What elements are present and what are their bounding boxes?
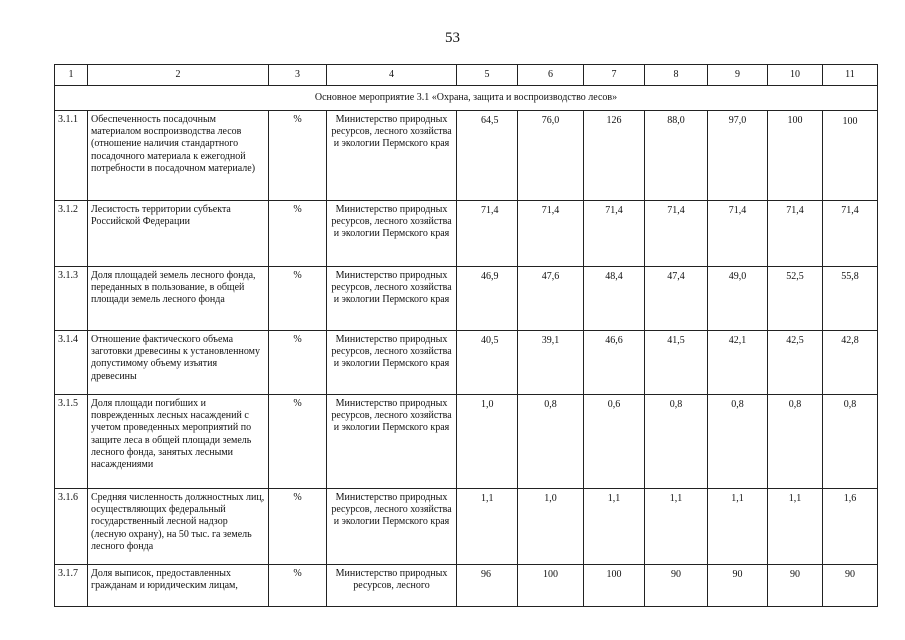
column-header: 5	[457, 65, 518, 86]
responsible-organization: Министерство природных ресурсов, лесного	[327, 565, 457, 607]
indicator-value: 0,8	[823, 395, 878, 489]
indicator-value: 41,5	[645, 331, 708, 395]
indicator-unit: %	[269, 395, 327, 489]
indicator-value: 42,5	[768, 331, 823, 395]
indicator-name: Доля выписок, предоставленных гражданам и юридическим лицам,	[88, 565, 269, 607]
indicator-name: Средняя численность должностных лиц, осуществляющих федеральный государственный лесной надзор (лесную охрану), на 50 тыс. га земель лесного фонда	[88, 489, 269, 565]
indicator-value: 71,4	[768, 201, 823, 267]
indicator-unit: %	[269, 111, 327, 201]
indicator-value: 0,8	[708, 395, 768, 489]
responsible-organization: Министерство природных ресурсов, лесного хозяйства и экологии Пермского края	[327, 395, 457, 489]
indicator-name: Доля площади погибших и поврежденных лесных насаждений с учетом проведенных мероприятий по защите леса в общей площади земель лесного фонда, занятых лесными насаждениями	[88, 395, 269, 489]
indicator-value: 0,8	[645, 395, 708, 489]
indicator-value: 55,8	[823, 267, 878, 331]
section-title: Основное мероприятие 3.1 «Охрана, защита и воспроизводство лесов»	[55, 86, 878, 111]
indicator-value: 96	[457, 565, 518, 607]
indicator-value: 76,0	[518, 111, 584, 201]
column-header: 3	[269, 65, 327, 86]
indicator-value: 46,9	[457, 267, 518, 331]
indicator-name: Доля площадей земель лесного фонда, переданных в пользование, в общей площади земель лесного фонда	[88, 267, 269, 331]
responsible-organization: Министерство природных ресурсов, лесного хозяйства и экологии Пермского края	[327, 111, 457, 201]
indicator-unit: %	[269, 267, 327, 331]
indicator-value: 71,4	[708, 201, 768, 267]
indicator-value: 71,4	[457, 201, 518, 267]
indicator-number: 3.1.1	[55, 111, 88, 201]
indicators-table	[54, 64, 878, 607]
indicator-value: 42,8	[823, 331, 878, 395]
column-header: 9	[708, 65, 768, 86]
table-row	[55, 565, 878, 607]
indicator-value: 71,4	[645, 201, 708, 267]
column-header: 10	[768, 65, 823, 86]
responsible-organization: Министерство природных ресурсов, лесного хозяйства и экологии Пермского края	[327, 267, 457, 331]
indicator-value: 97,0	[708, 111, 768, 201]
column-header: 1	[55, 65, 88, 86]
indicator-value: 100	[768, 111, 823, 201]
indicator-value: 0,8	[768, 395, 823, 489]
table-row	[55, 331, 878, 395]
column-header: 8	[645, 65, 708, 86]
indicator-value: 1,0	[518, 489, 584, 565]
indicator-unit: %	[269, 331, 327, 395]
indicator-number: 3.1.2	[55, 201, 88, 267]
table-row	[55, 201, 878, 267]
table-row	[55, 395, 878, 489]
indicator-value: 0,8	[518, 395, 584, 489]
indicator-unit: %	[269, 565, 327, 607]
table-row	[55, 111, 878, 201]
indicator-value: 90	[645, 565, 708, 607]
indicator-value: 1,1	[708, 489, 768, 565]
indicator-number: 3.1.7	[55, 565, 88, 607]
indicator-value: 1,1	[457, 489, 518, 565]
indicator-value: 71,4	[584, 201, 645, 267]
indicator-value: 47,6	[518, 267, 584, 331]
indicator-value: 100	[823, 111, 878, 201]
indicator-value: 1,0	[457, 395, 518, 489]
indicator-name: Отношение фактического объема заготовки древесины к установленному допустимому объему изъятия древесины	[88, 331, 269, 395]
indicator-value: 42,1	[708, 331, 768, 395]
indicator-value: 90	[823, 565, 878, 607]
indicator-number: 3.1.4	[55, 331, 88, 395]
indicator-value: 100	[518, 565, 584, 607]
indicator-value: 39,1	[518, 331, 584, 395]
indicator-value: 90	[708, 565, 768, 607]
indicator-value: 126	[584, 111, 645, 201]
indicator-value: 0,6	[584, 395, 645, 489]
indicator-value: 90	[768, 565, 823, 607]
indicator-value: 88,0	[645, 111, 708, 201]
indicator-name: Обеспеченность посадочным материалом воспроизводства лесов (отношение наличия стандартного посадочного материала к ежегодной потребности в посадочном материале)	[88, 111, 269, 201]
column-header: 4	[327, 65, 457, 86]
indicator-name: Лесистость территории субъекта Российской Федерации	[88, 201, 269, 267]
column-number-header-row	[55, 65, 878, 86]
indicator-value: 1,1	[584, 489, 645, 565]
page-number: 53	[445, 30, 460, 46]
table-row	[55, 267, 878, 331]
table-row	[55, 489, 878, 565]
indicator-number: 3.1.3	[55, 267, 88, 331]
column-header: 2	[88, 65, 269, 86]
indicator-value: 1,1	[645, 489, 708, 565]
indicator-value: 1,6	[823, 489, 878, 565]
indicator-value: 48,4	[584, 267, 645, 331]
column-header: 6	[518, 65, 584, 86]
indicator-value: 40,5	[457, 331, 518, 395]
column-header: 7	[584, 65, 645, 86]
indicator-value: 100	[584, 565, 645, 607]
indicator-number: 3.1.6	[55, 489, 88, 565]
indicator-value: 1,1	[768, 489, 823, 565]
indicator-value: 71,4	[518, 201, 584, 267]
responsible-organization: Министерство природных ресурсов, лесного хозяйства и экологии Пермского края	[327, 201, 457, 267]
indicator-value: 47,4	[645, 267, 708, 331]
indicator-number: 3.1.5	[55, 395, 88, 489]
indicator-unit: %	[269, 489, 327, 565]
indicator-value: 46,6	[584, 331, 645, 395]
indicator-value: 71,4	[823, 201, 878, 267]
indicator-value: 49,0	[708, 267, 768, 331]
responsible-organization: Министерство природных ресурсов, лесного хозяйства и экологии Пермского края	[327, 331, 457, 395]
indicator-unit: %	[269, 201, 327, 267]
indicator-value: 52,5	[768, 267, 823, 331]
indicator-value: 64,5	[457, 111, 518, 201]
column-header: 11	[823, 65, 878, 86]
responsible-organization: Министерство природных ресурсов, лесного хозяйства и экологии Пермского края	[327, 489, 457, 565]
section-row	[55, 86, 878, 111]
